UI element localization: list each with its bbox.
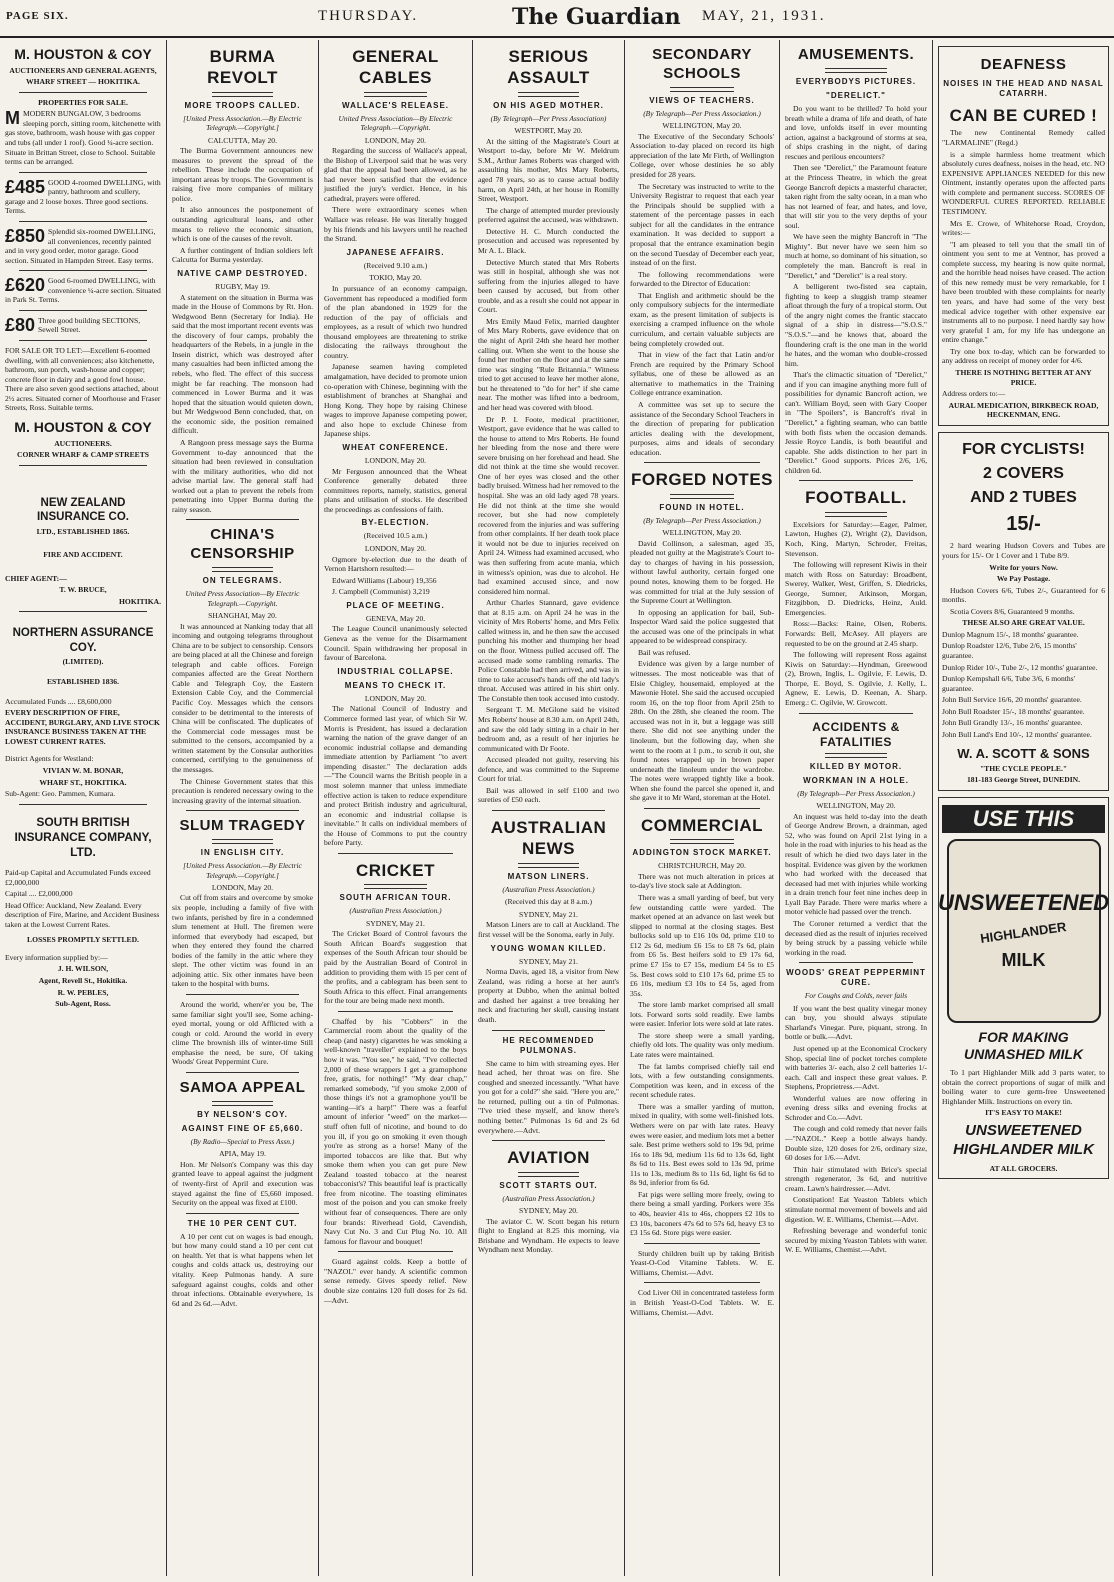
dateline: SYDNEY, May 21. — [519, 909, 578, 919]
issue-day: THURSDAY. — [318, 8, 419, 24]
column-3 — [319, 40, 472, 1576]
tyre-price: Dunlop Roadster 12/6, Tube 2/6, 15 months' guarantee. — [942, 641, 1077, 661]
article-paragraph: That English and arithmetic should be the only compulsory subjects for the intermediate exam, as the present limitation of subjects is exercising a cramped influence on the whole curriculum, and certain valuable subjects are being completely crowded out. — [630, 290, 774, 348]
advertisement-text: Just opened up at the Economical Crockery Shop, special line of pocket torches complete with batteries 3/- each, also 2 cell batteries 1/- each. Call and inspect these great values. P. Stephens, Proprietress.—Advt. — [785, 1043, 927, 1092]
article-paragraph: The Cricket Board of Control favours the South African Board's suggestion that expenses of the South African tour should be paid by the Australian Board of Control in addition to providing them with 15 per cent of the profits, and a cablegram has been sent to South Africa to this effect. Final arrangements for the tour are being made next month. — [324, 929, 467, 1006]
article-subhead: INDUSTRIAL COLLAPSE. — [337, 666, 454, 676]
agent-name: R. W. PEBLES, — [57, 987, 109, 997]
advertisement-text: We Pay Postage. — [996, 574, 1051, 584]
article-subhead: WOODS' GREAT PEPPERMINT CURE. — [786, 968, 926, 988]
milk-tin-illustration — [937, 839, 1110, 1023]
tyre-price: John Bull Land's End 10/-, 12 months' guarantee. — [942, 729, 1092, 739]
article-headline: ACCIDENTS & FATALITIES — [812, 719, 900, 749]
article-paragraph: The Coroner returned a verdict that the deceased died as the result of injuries received by being struck by a passing vehicle while working in the road. — [785, 918, 927, 957]
article-subhead: EVERYBODYS PICTURES. — [795, 76, 917, 86]
advertisement-headline: FOR CYCLISTS! — [962, 440, 1085, 458]
article-credit: [United Press Association.—By Electric Telegraph.—Copyright.] — [183, 861, 302, 880]
article-paragraph: The charge of attempted murder previously preferred against the accused, was withdrawn. — [478, 205, 619, 225]
advertisement-headline: DEAFNESS — [980, 56, 1067, 73]
masthead — [0, 0, 1114, 38]
article-subhead: KILLED BY MOTOR. — [809, 761, 903, 771]
article-headline: SECONDARY SCHOOLS — [652, 46, 752, 82]
dateline: WELLINGTON, May 20. — [662, 121, 742, 131]
article-subhead: YOUNG WOMAN KILLED. — [490, 943, 607, 953]
property-listing — [5, 109, 161, 166]
agent-name: T. W. BRUCE, — [59, 585, 107, 595]
dateline: SHANGHAI, May 20. — [208, 610, 277, 620]
insurer-established: ESTABLISHED 1836. — [46, 677, 120, 686]
article-paragraph: The following recommendations were forwarded to the Director of Education: — [630, 269, 774, 289]
dateline: SYDNEY, May 21. — [519, 956, 578, 966]
article-subhead: NATIVE CAMP DESTROYED. — [177, 268, 308, 278]
insurer-losses: LOSSES PROMPTLY SETTLED. — [27, 935, 139, 945]
property-listing — [5, 227, 161, 265]
firm-name: M. HOUSTON & COY — [14, 418, 152, 435]
article-paragraph: The Executive of the Secondary Schools' Association to-day placed on record its high appreciation of the late Mr Firth, of Wellington College, over whose destinies he so ably presided for 28 years. — [630, 131, 774, 179]
article-subhead: MORE TROOPS CALLED. — [184, 100, 301, 110]
dateline: LONDON, May 20. — [364, 544, 427, 554]
article-credit: (Australian Press Association.) — [502, 884, 595, 894]
advertisement-text: To 1 part Highlander Milk add 3 parts water, to obtain the correct proportions of sugar of milk and boiling water to cure germ-free Unsweetened Highlander Milk. Instructions on every tin. — [942, 1068, 1105, 1106]
article-credit: (By Telegraph—Per Press Association.) — [797, 788, 915, 798]
article-paragraph: An inquest was held to-day into the death of George Andrew Brown, a drainman, aged 52, who was found on April 21st lying in a hole in the road with injuries to his head as the result of which he died two days later in the hospital. Evidence was given by the workmen who had worked with the deceased that deceased had met with injuries while working in a drain trench four feet nine inches deep in Lyall Bay Parade. There were marks where a motor vehicle had passed over the trench. — [785, 811, 927, 917]
tin-label: HIGHLANDER — [979, 919, 1068, 947]
dateline: LONDON, May 20. — [364, 135, 427, 145]
advertisement-text: Cod Liver Oil in concentrated tasteless form in British Yeast-O-Cod Tablets. W. E. Williams, Chemist.—Advt. — [630, 1288, 774, 1317]
article-paragraph: Cut off from stairs and overcome by smoke six people, including a family of five with two infants, perished by fire in a condemned slum tenement at Hull. The firemen were informed that everybody had escaped, but when they entered they found the charred bodies of the family in the attic where they slept. The other victim was found in an adjoining attic. Six other inmates have been taken to the hospital with burns. — [172, 893, 313, 989]
insurer-established: LTD., ESTABLISHED 1865. — [36, 526, 130, 536]
agent-address: Agent, Revell St., Hokitika. — [38, 976, 128, 986]
section-heading: PROPERTIES FOR SALE. — [38, 97, 128, 107]
advertisement-slogan: THERE IS NOTHING BETTER AT ANY PRICE. — [955, 367, 1092, 387]
tyre-price: John Bull Service 16/6, 20 months' guarantee. — [942, 695, 1082, 705]
dateline: WELLINGTON, May 20. — [662, 528, 742, 538]
advertisement-text: 2 hard wearing Hudson Covers and Tubes are yours for 15/- Or 1 Cover and 1 Tube 8/9. — [942, 541, 1105, 560]
issue-date: MAY, 21, 1931. — [702, 8, 826, 24]
property-price: £485 — [5, 176, 46, 197]
article-paragraph: The aviator C. W. Scott began his return flight to England at 8.25 this morning, via Brisbane and Wyndham. He expects to leave Wyndham next Monday. — [478, 1216, 619, 1255]
article-subhead: ADDINGTON STOCK MARKET. — [632, 848, 772, 858]
advertisement-headline: USE THIS — [942, 805, 1105, 833]
article-paragraph: Do you want to be thrilled? To hold your breath while a drama of life and death, of hate and love, unfolds itself in ever mounting action, against a background of storms at sea, of ships crashing in the night, of daring rescues and perilous encounters? — [785, 104, 927, 161]
advertisement-slogan: IT'S EASY TO MAKE! — [985, 1108, 1062, 1118]
article-headline: SAMOA APPEAL — [179, 1078, 306, 1096]
article-paragraph: A further contingent of Indian soldiers left Calcutta for Burma yesterday. — [172, 245, 313, 265]
article-paragraph: The fat lambs comprised chiefly tail end lots, with a few outstanding consignments. Competition was keen, and in excess of the recent schedule rates. — [630, 1061, 774, 1100]
article-subhead: JAPANESE AFFAIRS. — [346, 247, 445, 257]
advertisement-subhead: THESE ALSO ARE GREAT VALUE. — [962, 618, 1085, 628]
firm-role: AUCTIONEERS. — [54, 438, 112, 448]
article-subhead: BY NELSON'S COY. — [197, 1109, 288, 1119]
dateline: LONDON, May 20. — [364, 456, 427, 466]
newspaper-title: The Guardian — [512, 4, 681, 30]
article-credit: (Australian Press Association.) — [349, 906, 442, 916]
advertisement-text: She came to him with streaming eyes. Her head ached, her throat was on fire. She coughed and sneezed incessantly. "What have you got for a cold?" she said. "Here you are," he returned, pulling out a tin of Pulmonas. "I've tried these myself, and know there's nothing better." Pulmonas 1s 6d and 2s 6d everywhere.—Advt. — [478, 1058, 619, 1135]
article-paragraph: It also announces the postponement of outstanding agricultural loans, and other means to relieve the economic situation, which is one of the causes of the revolt. — [172, 205, 313, 244]
advertisement-headline: FOR MAKING UNMASHED MILK — [964, 1028, 1083, 1063]
dateline: LONDON, May 20. — [364, 693, 427, 703]
dateline: TOKIO, May 20. — [369, 273, 422, 283]
firm-address: 181-183 George Street, DUNEDIN. — [966, 775, 1081, 785]
dateline-received: (Received 9.10 a.m.) — [363, 260, 428, 270]
article-paragraph: Excelsiors for Saturday:—Eager, Palmer, Lawton, Hughes (2), Wright (2), Davidson, Koch, King, Martyn, Schroder, Freitas, Stevenson. — [785, 519, 927, 558]
insurer-name: NORTHERN ASSURANCE COY. — [12, 627, 154, 654]
property-price: £80 — [5, 314, 36, 335]
advertisement-tagline: For Coughs and Colds, never fails — [804, 991, 908, 1001]
article-credit: United Press Association—By Electric Telegraph.—Copyright. — [338, 113, 453, 133]
article-paragraph: Matson Liners are to call at Auckland. The first vessel will be the Sonoma, early in July. — [478, 920, 619, 939]
article-credit: United Press Association—By Electric Telegraph.—Copyright. — [185, 589, 300, 608]
article-paragraph: There was not much alteration in prices at to-day's live stock sale at Addington. — [630, 871, 774, 891]
article-paragraph: Norma Davis, aged 18, a visitor from New Zealand, was riding a horse at her aunt's property at Dubbo, when the animal bolted and dashed her against a tree breaking her neck and fracturing her skull, causing instant death. — [478, 967, 619, 1024]
advertisement-text: The cough and cold remedy that never fails—"NAZOL." Keep a bottle always handy. Double size, 120 doses for 2/6, ordinary size, 60 doses for 1/6.—Advt. — [785, 1124, 927, 1163]
dateline: SYDNEY, May 20. — [519, 1205, 578, 1215]
article-paragraph: The National Council of Industry and Commerce formed last year, of which Sir W. Morris is President, has issued a declaration warning the nation of the grave danger of an economic industrial collapse and demanding immediate attention by Parliament "to avert impending disaster." The declaration adds—"The Council warns the British people in a most solemn manner that unless immediate effective action is taken to reduce expenditure and protect British industry and agricultural, an economic and industrial collapse is inevitable." It calls on individual members of the House of Commons to put the country before Party. — [324, 704, 467, 848]
advertisement-price: 15/- — [1006, 513, 1041, 536]
article-credit: (By Telegraph—Per Press Association.) — [643, 515, 761, 525]
article-paragraph: Bail was allowed in self £100 and two sureties of £50 each. — [478, 785, 619, 805]
article-headline: BURMA REVOLT — [207, 47, 278, 88]
tin-label: MILK — [1001, 950, 1046, 971]
article-subhead: ON HIS AGED MOTHER. — [493, 100, 604, 110]
article-paragraph: Regarding the success of Wallace's appeal, the Bishop of Liverpool said that he was very glad that the appeal had been allowed, as he had never been satisfied that the evidence justified the jury's verdict. Hence, in his cathedral, prayers were offered. — [324, 146, 467, 203]
firm-name: W. A. SCOTT & SONS — [957, 745, 1090, 761]
insurer-name: NEW ZEALAND INSURANCE CO. — [36, 496, 129, 524]
agent-address: WHARF ST., HOKITIKA. — [39, 777, 127, 787]
advertisement-offer: 2 COVERS — [983, 464, 1064, 482]
article-paragraph: Detective Murch stated that Mrs Roberts was still in hospital, although she was not suffering from the injuries alleged to have been caused by accused, but from other trouble, and as a result she could not appear in Court. — [478, 257, 619, 315]
deafness-advertisement — [938, 46, 1109, 426]
article-headline: FOOTBALL. — [805, 488, 907, 508]
article-subhead: THE 10 PER CENT CUT. — [187, 1218, 298, 1228]
article-subhead: ON TELEGRAMS. — [202, 576, 283, 586]
tyre-price: John Bull Grandly 13/-, 16 months' guarantee. — [942, 718, 1083, 728]
article-paragraph: The Secretary was instructed to write to the University Registrar to request that each year the Principals should be supplied with a statement of the percentage passes in each subject for all the candidates in the entrance examination. It was decided to support a proposal that the entrance examination begin on the second Tuesday of December each year, instead of on the first. — [630, 181, 774, 268]
firm-address: CORNER WHARF & CAMP STREETS — [16, 450, 150, 460]
article-headline: SLUM TRAGEDY — [179, 817, 306, 835]
article-paragraph: Sergeant T. M. McGlone said he visited Mrs Roberts' house at 8.30 a.m. on April 24th, and saw the old lady sitting in a chair in her bedroom and, as a result of her injuries he communicated with Dr Foote. — [478, 705, 619, 753]
article-headline: GENERAL CABLES — [352, 47, 439, 88]
insurer-capital-2: Capital .... £2,000,000 — [5, 889, 73, 899]
advertisement-offer: AND 2 TUBES — [970, 489, 1077, 507]
dateline: WELLINGTON, May 20. — [816, 801, 896, 811]
election-result: Edward Williams (Labour) 19,356 — [332, 575, 437, 585]
agent-town: HOKITIKA. — [119, 596, 161, 606]
milk-advertisement — [938, 797, 1109, 1179]
advertisement-text: Mrs E. Crowe, of Whitehorse Road, Croydon, writes:— — [942, 218, 1105, 238]
article-paragraph: A belligerent two-fisted sea captain, fighting to keep a sluggish tramp steamer afloat through the fury of a tropical storm. Out of the angry night comes the frantic staccato signal of a ship in distress—"S.O.S." "S.O.S."—and he knows that, aboard the floundering craft is the one man in the world he hates, and the woman who double-crossed him. — [785, 282, 927, 368]
advertisement-subhead: NOISES IN THE HEAD AND NASAL CATARRH. — [943, 78, 1104, 98]
insurer-type: FIRE AND ACCIDENT. — [43, 550, 123, 560]
article-credit: (By Radio—Special to Press Assn.) — [190, 1137, 295, 1146]
property-listing — [5, 178, 161, 216]
article-subhead: SOUTH AFRICAN TOUR. — [339, 893, 452, 903]
article-subhead: MATSON LINERS. — [507, 871, 590, 881]
article-paragraph: Detective H. C. Murch conducted the prosecution and accused was represented by Mr A. L. Black. — [478, 226, 619, 255]
article-paragraph: Mr Ferguson announced that the Wheat Conference generally debated three committees reports, namely, statistics, general plans and utilisation of stocks. He described the proceedings as confessions of faith. — [324, 466, 467, 514]
column-2 — [167, 40, 318, 1576]
article-paragraph: David Collinson, a salesman, aged 35, pleaded not guilty at the Magistrate's Court to-day to charges of having in his possession, without lawful authority, certain forged one pound notes, knowing them to be forged. He was committed for trial at the July session of the Supreme Court at Wellington. — [630, 538, 774, 606]
firm-tagline: "THE CYCLE PEOPLE." — [979, 763, 1068, 773]
article-paragraph: Arthur Charles Stannard, gave evidence that at 8.15 a.m. on April 24 he was in the vicinity of Mrs Roberts' home, and Mrs Felix called witness in, and he then saw the accused punching his mother and thumping her head on the floor. Witness pulled accused off. The accused made some rambling remarks. The Police Constable had then arrived, and was in time to take accused's hands off the old lady's throat. Accused was attired in his shirt only. The Constable then took accused into custody. — [478, 598, 620, 703]
advertisement-text: Scotia Covers 8/6, Guaranteed 9 months. — [950, 606, 1075, 616]
insurer-description: EVERY DESCRIPTION OF FIRE, ACCIDENT, BURGLARY, AND LIVE STOCK INSURANCE BUSINESS TAKEN AT THE LOWEST CURRENT RATES. — [5, 708, 160, 746]
property-listing: FOR SALE OR TO LET:—Excellent 6-roomed dwelling, with all conveniences; also kitchenette, bathroom, sun porch, wash-house and copper; concrete floor in dairy and a good fowl house. There are also seven good sections attached, about 2½ acres. Situated corner of Moorhouse and Fraser Streets, Ross. Suitable terms. — [5, 346, 161, 413]
article-paragraph: A Rangoon press message says the Burma Government to-day announced that the situation had been reviewed in consultation with the military authorities, who did not advise martial law. The general staff had worked out a plan to prevent the rebels from penetrating into Upper Burma during the rainy season. — [172, 437, 313, 514]
advertisement-text: If you want the best quality vinegar money can buy, you should always stipulate Sharland's Vinegar. Pure, piquant, strong. In bottle or bulk.—Advt. — [785, 1003, 927, 1042]
article-paragraph: The League Council unanimously selected Geneva as the venue for the Disarmament Council. Spain withdrawing her proposal in favour of Barcelona. — [324, 624, 467, 663]
advertisement-text: Try one box to-day, which can be forwarded to any address on receipt of money order for 4/6. — [942, 346, 1105, 366]
article-headline: COMMERCIAL — [640, 815, 764, 835]
advertisement-text: Address orders to:— — [942, 389, 1006, 399]
property-text: Good 6-roomed DWELLING, with convenience ¼-acre section. Situated in Park St. Terms. — [5, 276, 161, 305]
article-paragraph: Bail was refused. — [638, 647, 691, 657]
article-paragraph: The Chinese Government states that this precaution is rendered necessary owing to the increasing gravity of the internal situation. — [172, 776, 313, 805]
tyre-price: John Bull Roadster 15/-, 18 months' guarantee. — [942, 706, 1085, 716]
property-price: £620 — [5, 275, 46, 296]
property-listing — [5, 316, 161, 335]
article-subhead: "DERELICT." — [826, 90, 886, 100]
article-paragraph: Mrs Emily Maud Felix, married daughter of Mrs Mary Roberts, gave evidence that on the night of April 24th she heard her mother calling out. When she went to the house she found her mother on the floor and at the same time was singing "Rule Britannia." Witness tried to get accused to leave her mother alone, but he threatened to "do for her" if she came near. The mother was lifted into a bedroom, and her head was covered with blood. — [478, 316, 619, 412]
article-subhead: AGAINST FINE OF £5,660. — [181, 1123, 304, 1133]
insurer-capital: Paid-up Capital and Accumulated Funds exceed £2,000,000 — [5, 867, 151, 887]
dateline-received: (Received this day at 8 a.m.) — [504, 897, 593, 907]
article-credit: [United Press Association.—By Electric Telegraph.—Copyright.] — [183, 113, 302, 133]
tyre-price: Dunlop Kempshall 6/6, Tube 3/6, 6 months' guarantee. — [942, 674, 1076, 693]
article-credit: (Australian Press Association.) — [502, 1193, 595, 1203]
article-headline: CHINA'S CENSORSHIP — [190, 526, 295, 563]
advertisement-text: Chaffed by his "Cobbers" in the Carnmercial room about the quality of the cheap (and nasty) cigarettes he was smoking a well-known "traveller" explained to the boys how it was. "You see," he said, "I've collected 2,000 of these wrappers I get a gramophone free, gratis, for nothing!" "My dear chap," remarked somebody, "if you smoke 2,000 of those things it's not a gramophone you'll be wanting—it's a harp!" There was a fearful amount of inferior "weed" on the market—stuff often full of nicotine, and bound to do you ill, if you go on smoking it even though you're as strong as a horse! Many of the imported tobaccos are like that. But why smoke them when you can get pure New Zealand toasted tobacco at the nearest tobacconist's? This beautiful leaf is practically free from nicotine. The toasting eliminates most of the poison and you can smoke freely without fear of consequences. There are only four brands: Riverhead Gold, Cavendish, Navy Cut No. 3 and Cut Plug No. 10. All famous for flavour and bouquet! — [324, 1016, 467, 1246]
dateline: GENEVA, May 20. — [365, 613, 426, 623]
dateline: CHRISTCHURCH, May 20. — [658, 861, 746, 871]
advertisement-verse: Around the world, where'er you be, The same familiar sight you'll see, Some aching-eyed mortal, young or old Afflicted with a cough or cold. Around the world in every clime The brownish ills of winter-time Still emphasise the need, be sure, Of taking Woods' Great Peppermint Cure. — [172, 1000, 313, 1067]
article-paragraph: Evidence was given by a large number of witnesses. The most noticeable was that of Elsie Chigley, housemaid, employed at the Mawonie Hotel. She said the accused occupied room 16, on the top floor from April 25th to 28th. On the 28th, she cleaned the room. The accused was not in it, but a leggage was still there. She did not see anything under the linoleum, but the following day, when she went to the room at 1 p.m., to scrub it out, she found notes wrapped up in brown paper underneath the linoleum under the wardrobe. The notes were wrapped tightly like a book. When she found the parcel she opened it, and she gave it to Mr Ward, storeman at the Hotel. — [630, 659, 774, 803]
article-paragraph: There was a smaller yarding of mutton, mixed in quality, with some well-finished lots. Wethers were on par with late rates. Heavy ewes were easier, and medium lots met a better sale. Best prime wethers sold to 19s 9d, prime 16s to 18s 9d, medium 11s 6d to 13s 6d, light 8s 6d to 11s. Best ewes sold to 13s 9d, prime 11s to 13s, medium 8s to 11s 6d, light 6s 6d to 8s 9d, inferior from 6s 6d. — [630, 1101, 774, 1188]
dateline: RUGBY, May 19. — [215, 281, 270, 291]
property-text: GOOD 4-roomed DWELLING, with pantry, bathroom and scullery, garage and 2 loose boxes. Three good sections. Terms. — [5, 177, 161, 216]
tin-label: UNSWEETENED — [937, 890, 1110, 916]
advertisement-address: AURAL MEDICATION, BIRKBECK ROAD, HECKENMAN, ENG. — [948, 400, 1099, 420]
article-paragraph: There was a small yarding of beef, but very few outstanding cattle were yarded. The market opened at an advance on last week but slipped to normal at the closing stages. Best bullocks sold up to £16 10s 0d, prime £10 to £12 2s 6d, medium £6 15s to £8 7s 6d, plain from £6 5s. Best heifers sold to £9 17s 6d, prime £7 15s to £7 15s, medium £4 5s to £5 5s. Best cows sold to £10 17s 6d, prime £5 to £6 10s, medium £3 10s to £4 5s, aged from 35s. — [630, 893, 774, 998]
advertisement-text: Guard against colds. Keep a bottle of "NAZOL" ever handy. A scientific common sense remedy. Gives speedy relief. New double size contains 120 full doses for 2s 6d.—Advt. — [324, 1257, 467, 1305]
article-credit: (By Telegraph—Per Press Association.) — [643, 108, 761, 118]
page-number: PAGE SIX. — [6, 10, 69, 22]
district-agents: District Agents for Westland: — [5, 754, 94, 764]
article-paragraph: Accused pleaded not guilty, reserving his defence, and was committed to the Supreme Court for trial. — [478, 755, 619, 784]
article-paragraph: At the sitting of the Magistrate's Court at Westport to-day, before Mr W. Meldrum S.M., Arthur James Roberts was charged with assaulting his mother, Mrs Mary Roberts, aged 78 years, so as to cause actual bodily harm, on April 24th, at her house in Romilly Street, Westport. — [478, 136, 619, 204]
article-paragraph: The following will represent Kiwis in their match with Ross on Saturday: Broadbent, Swerey, Walker, West, Griffen, S. Diedricks, George, Sumner, Atkinson, Morgan, Fitzgibbon, D. Diedricks, Heinz, Auld. Emergencies. — [785, 560, 927, 617]
column-6 — [780, 40, 932, 1576]
property-listing — [5, 276, 161, 305]
article-paragraph: That in view of the fact that Latin and/or French are required by the Primary School syllabus, one of these be allowed as an alternative to mathematics in the Training College entrance examination. — [630, 350, 774, 398]
article-paragraph: A statement on the situation in Burma was made in the House of Commons by Rt. Hon. Wedgwood Benn (Secretary for India). He said that the most important recent events was the discovery of four camps, probably the headquarters of the Rebels, in a jungle in the Insein district, which was destroyed after many casualties had been inflicted among the rebels, who fled. The effect of this success might be far reaching. The monsoon had commenced in Lower Burma and it was hoped that the situation would quieten down, but Mr Wedgwood Benn concluded, that, on the economic side, the position remained difficult. — [172, 292, 313, 436]
dateline: SYDNEY, May 21. — [366, 918, 425, 928]
article-paragraph: The Burma Government announces new measures to prevent the spread of the rebellion. These include the occupation of important areas by troops. The Government is raising five more companies of military police. — [172, 146, 313, 203]
agent-address: Sub-Agent, Ross. — [55, 999, 111, 1009]
firm-name: M. HOUSTON & COY — [14, 46, 152, 62]
advertisement-text: The new Continental Remedy called "LARMALINE" (Regd.) — [942, 128, 1105, 148]
article-paragraph: Hon. Mr Nelson's Company was this day granted leave to appeal against the judgment of twenty-first of April and execution was stayed against the fine of £5,660 imposed. Security on the appeal was fixed at £100. — [172, 1159, 313, 1208]
article-paragraph: The following will represent Ross against Kiwis on Saturday:—Hyndman, Greewood (2), Brown, Inglis, L. Ogilvie, F. Lewis, D. Thorpe, E. Boyd, S. Ogilvie, J. Kelly, L. Agnew, E. Lewis, D. Keenan, A. Sharp. Emerg.: C. Ogilvie, W. Growcott. — [785, 650, 927, 707]
property-price: M — [5, 108, 20, 129]
article-subhead: PLACE OF MEETING. — [346, 600, 445, 610]
article-subhead: SCOTT STARTS OUT. — [499, 1180, 598, 1190]
article-subhead: WORKMAN IN A HOLE. — [803, 775, 909, 785]
advertisement-text: Constipation! Eat Yeaston Tablets which stimulate normal movement of bowels and aid digestion. W. E. Williams, Chemist.—Advt. — [785, 1195, 927, 1224]
property-text: MODERN BUNGALOW, 3 bedrooms sleeping porch, sitting room, kitchenette with gas stove, bathroom, wash house with gas copper and tubs (all under 1 roof). Good ¼-acre section. Situate in Brittan Street, close to School. Suitable terms can be arranged. — [5, 109, 161, 167]
dateline: CALCUTTA, May 20. — [208, 135, 277, 145]
agent-info: Every information supplied by:— — [5, 952, 108, 962]
advertisement-text: Refreshing beverage and wonderful tonic secured by mixing Yeaston Tablets with water. W. E. Williams, Chemist.—Advt. — [785, 1226, 927, 1255]
insurer-funds: Accumulated Funds .... £8,600,000 — [5, 696, 112, 706]
cyclists-advertisement — [938, 432, 1109, 791]
advertisement-text: Thin hair stimulated with Brice's special strength regenerator, 3s 6d, and nutritive cream. Lawn's hairdresser.—Advt. — [785, 1164, 927, 1193]
article-subhead: IN ENGLISH CITY. — [200, 848, 285, 858]
article-paragraph: Ross:—Backs: Raine, Olsen, Roberts. Forwards: Bell, McAsey. All players are requested to be on the ground at 2.45 sharp. — [785, 619, 927, 648]
property-text: Splendid six-roomed DWELLING, all conveniences, recently painted and in very good order, motor garage. Good section. Situated in Hampden Street. Easy terms. — [5, 226, 156, 265]
article-paragraph: That's the climactic situation of "Derelict," and if you can imagine anything more full of possibilities for dynamic Bancroft action, we can't. William Boyd, seen with Gary Cooper in "The Spoilers", is Bancroft's rival in "Derelict," a fighting seaman, who can battle with both fists when the occasion demands. Jessie Royce Landis, is both beautiful and capable. She adds distinction to her part in "Derelict." Good supports. Prices 2/6, 1/6, children 6d. — [785, 370, 927, 475]
article-paragraph: In opposing an application for bail, Sub-Inspector Ward said the police suggested that the accused was one of the principals in what appeared to be widespread conspiracy. — [630, 607, 774, 646]
article-headline: AUSTRALIAN NEWS — [490, 818, 607, 859]
article-paragraph: Dr P. I. Foote, medical practitioner, Westport, gave evidence that he was called to the house to attend to Mrs Roberts. He found her bleeding from the nose and there were severe bruising on her forehead and head. She did not think at the time she would recover. One of her eyes was closed and the other badly bruised. Witness had her removed to the hospital. She was an old lady aged 78 years. He did not think at the time she would recover, but she had now completely recovered from the injuries and was suffering from other complaints. If her death took place it would not be due to injuries received on April 24. Witness had examined accused, who was then suffering from acute mania, which in witness's opinion, was due to alcohol. He had examined accused since, and now considered him normal. — [478, 414, 619, 596]
article-subhead: MEANS TO CHECK IT. — [344, 680, 447, 690]
article-paragraph: Ogmore by-election due to the death of Vernon Hartshorn resulted:— — [324, 554, 467, 574]
article-paragraph: Japanese seamen having completed amalgamation, have decided to promote union co-operation with Chinese, beginning with the establishment of branches at Shanghai and Hong Kong. They hope by raising Chinese wages to improve Japanese competing power, and also hope to exclude Chinese from Japanese ships. — [324, 362, 467, 439]
agent-heading: CHIEF AGENT:— — [5, 573, 67, 583]
advertisement-brand: UNSWEETENED HIGHLANDER MILK — [953, 1121, 1094, 1158]
article-paragraph: Then see "Derelict," the Paramount feature at the Princess Theatre, in which the great George Bancroft depicts a masterful character, taken right from the salty ocean, in a man who has not learned of fear, and hates, and love, that will stir you to the very depths of your soul. — [785, 163, 927, 230]
article-subhead: VIEWS OF TEACHERS. — [649, 95, 755, 105]
article-headline: AMUSEMENTS. — [797, 46, 915, 63]
advertisement-text: A 10 per cent cut on wages is bad enough, but how many could stand a 10 per cent cut on health. Yet that is what happens when let coughs and colds attack us, destroying our vitality. Keep Pulmonas handy. A sure safeguard against coughs, colds and other throat infections. Obtainable everywhere, 1s 6d and 2s 6d.—Advt. — [172, 1231, 313, 1308]
article-paragraph: It was announced at Nanking today that all incoming and outgoing telegrams throughout China are to be subject to censorship. Censors are being placed at all the Chinese and foreign telegraph and cable offices. Foreign companies affected are the Great Northern Cable and Telegraph Coy, the Eastern Extension Cable Coy, and the Commercial Pacific Coy. Messages which the censors consider to be detrimental to the interests of China will be confiscated. The duplicates of the Commercial code messages must be submitted to the censors, accompanied by a written statement by the Consular authorities concerned, certifying to the genuineness of the messages. — [172, 621, 313, 774]
insurer-name: SOUTH BRITISH INSURANCE COMPANY, LTD. — [14, 814, 152, 859]
article-paragraph: A committee was set up to secure the assistance of the Secondary School Teachers in the direction of preparing for publication articles dealing with the development, purposes, aims and ideals of secondary education. — [630, 399, 774, 457]
property-price: £850 — [5, 225, 46, 246]
column-advertisements — [0, 40, 166, 1576]
firm-address: WHARF STREET — HOKITIKA. — [26, 77, 140, 87]
article-subhead: WALLACE'S RELEASE. — [341, 100, 450, 110]
column-4 — [473, 40, 624, 1576]
sub-agent: Sub-Agent: Geo. Pammen, Kumara. — [5, 789, 116, 799]
advertisement-text: is a simple harmless home treatment which absolutely cures deafness, noises in the head, etc. NO EXPENSIVE APPLIANCES NEEDED for this new Ointment, instantly operates upon the affected parts with complete and permanent success. SCORES OF WONDERFUL CURES REPORTED. RELIABLE TESTIMONY. — [942, 149, 1105, 216]
article-subhead: BY-ELECTION. — [361, 518, 430, 528]
dateline-received: (Received 10.5 a.m.) — [363, 531, 428, 541]
election-result: J. Campbell (Communist) 3,219 — [332, 587, 430, 597]
article-paragraph: Fat pigs were selling more freely, owing to there being a small yarding. Porkers were 35s to 40s, heavier 41s to 46s, choppers £2 10s to £3 10s, baconers 47s 6d to 57s 6d, heavy £3 to £3 15s 6d. Store pigs were easier. — [630, 1189, 774, 1238]
article-credit: (By Telegraph—Per Press Association) — [490, 113, 607, 123]
article-paragraph: We have seen the mighty Bancroft in "The Mighty". But never have we seen him so much at home, so dominant of his situation, so completely the man. Bancroft is real in "Derelict," and "Derelict" is a real story. — [785, 232, 927, 280]
tyre-price: Dunlop Rider 10/-, Tube 2/-, 12 months' guarantee. — [942, 662, 1098, 672]
article-paragraph: There were extraordinary scenes when Wallace was release. He was literally hugged by his friends and his lawyers until he reached the Strand. — [324, 205, 467, 244]
article-paragraph: The store sheep were a small yarding, chiefly old lots. The quality was only medium. Late rates were maintained. — [630, 1030, 774, 1060]
tyre-price: Dunlop Magnum 15/-, 18 months' guarantee. — [942, 629, 1079, 639]
article-subhead: WHEAT CONFERENCE. — [342, 442, 449, 452]
firm-role: AUCTIONEERS AND GENERAL AGENTS, — [9, 65, 157, 75]
dateline: LONDON, May 20. — [211, 882, 274, 892]
dateline: APIA, May 19. — [219, 1149, 266, 1159]
insurer-office: Head Office: Auckland, New Zealand. Every description of Fire, Marine, and Accident Business taken at the Lowest Current Rates. — [5, 900, 160, 929]
advertisement-headline: CAN BE CURED ! — [949, 106, 1098, 126]
column-5 — [625, 40, 779, 1576]
advertisement-text: Sturdy children built up by taking British Yeast-O-Cod Vitamine Tablets. W. E. Williams, Chemist.—Advt. — [630, 1248, 774, 1277]
insurer-limited: (LIMITED). — [62, 657, 104, 667]
article-paragraph: In pursuance of an economy campaign, Government has repeoduced a modified form of the plan abandoned in 1929 for the reduction of the pay of officials and employees, as a result of which two hundred thousand employees are threatening to strike dislocating the railways throughout the country. — [324, 283, 467, 360]
agent-name: VIVIAN W. M. BONAR, — [42, 765, 124, 775]
advertisement-text: Write for yours Now. — [989, 562, 1058, 572]
article-headline: CRICKET — [355, 860, 436, 880]
advertisement-availability: AT ALL GROCERS. — [989, 1163, 1058, 1173]
column-7 — [933, 40, 1114, 1576]
article-headline: AVIATION — [507, 1148, 590, 1168]
article-headline: SERIOUS ASSAULT — [507, 47, 590, 88]
advertisement-text: Wonderful values are now offering in evening dress silks and evening frocks at Schroder and Co.—Advt. — [785, 1093, 927, 1122]
advertisement-text: Hudson Covers 6/6, Tubes 2/-, Guaranteed for 6 months. — [942, 585, 1105, 605]
agent-name: J. H. WILSON, — [57, 964, 109, 974]
article-subhead: FOUND IN HOTEL. — [659, 502, 745, 512]
dateline: WESTPORT, May 20. — [514, 126, 583, 136]
property-text: Three good building SECTIONS, Sewell Street. — [38, 315, 141, 335]
article-paragraph: The store lamb market comprised all small lots. Forward sorts sold readily. Ewe lambs were easier. Inferior lots were sold at late rates. — [630, 1000, 774, 1029]
article-headline: FORGED NOTES — [630, 470, 773, 490]
advertisement-text: "I am pleased to tell you that the small tin of ointment you sent to me at Ventnor, has proved a complete success, my hearing is now quite normal, and the horrible head noises have ceased. The action of this new remedy must be very remarkable, for I have been troubled with these complaints for nearly ten years, and have had some of the very best medical advice together with other expensive ear instruments all to no purpose. I need hardly say how very grateful I am, for my life has undergone an entire change." — [942, 239, 1105, 345]
article-subhead: HE RECOMMENDED PULMONAS. — [502, 1035, 595, 1055]
